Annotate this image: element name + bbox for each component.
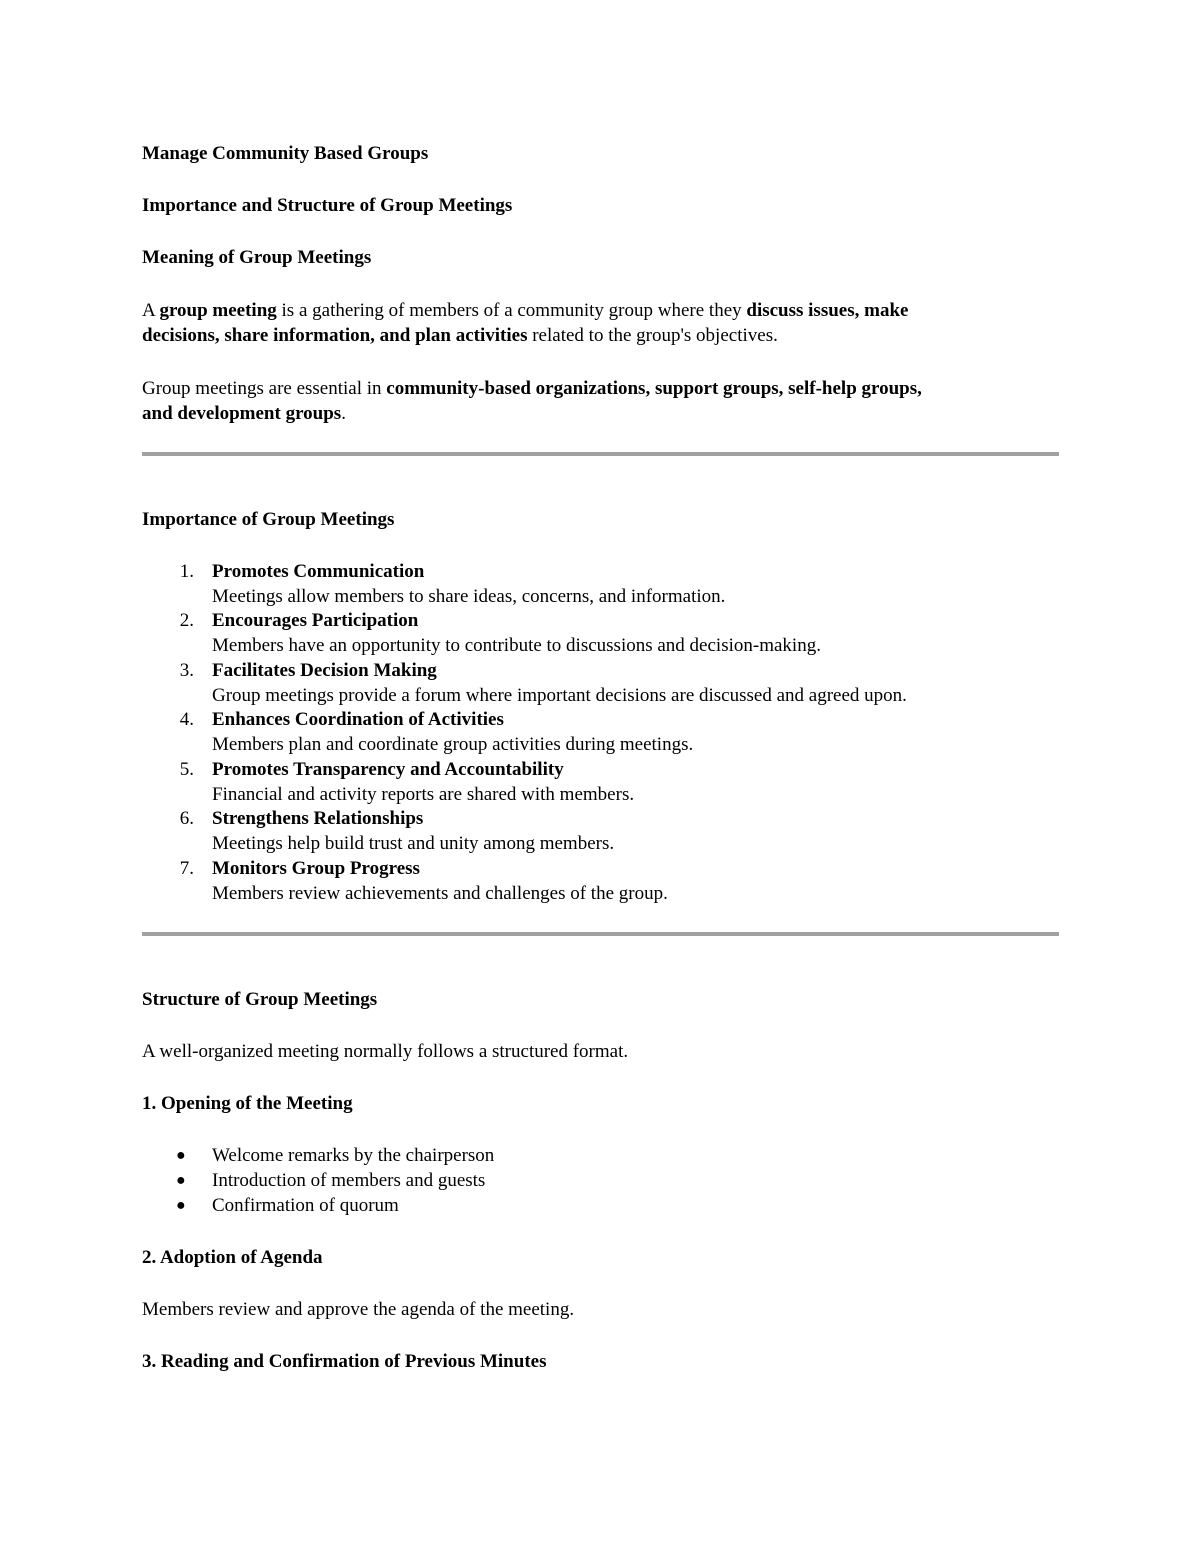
list-number: 2. — [179, 610, 194, 631]
list-number: 5. — [179, 759, 194, 780]
minutes-heading: 3. Reading and Confirmation of Previous Minutes — [142, 1351, 547, 1372]
list-item-description: Financial and activity reports are shared with members. — [212, 784, 635, 805]
agenda-heading: 2. Adoption of Agenda — [142, 1247, 323, 1268]
list-item-title: Strengthens Relationships — [212, 808, 424, 829]
structure-intro: A well-organized meeting normally follows a structured format. — [142, 1041, 629, 1062]
bullet-icon: ● — [176, 1147, 186, 1164]
importance-heading: Importance of Group Meetings — [142, 509, 395, 530]
essential-paragraph-line-1: Group meetings are essential in community-based organizations, support groups, self-help groups, — [142, 378, 922, 399]
bullet-icon: ● — [176, 1197, 186, 1214]
structure-heading: Structure of Group Meetings — [142, 989, 378, 1010]
document-subtitle: Importance and Structure of Group Meetings — [142, 195, 513, 216]
list-item-description: Group meetings provide a forum where important decisions are discussed and agreed upon. — [212, 685, 907, 706]
list-item-title: Promotes Communication — [212, 561, 425, 582]
list-item-title: Monitors Group Progress — [212, 858, 420, 879]
agenda-text: Members review and approve the agenda of the meeting. — [142, 1299, 575, 1320]
bullet-icon: ● — [176, 1172, 186, 1189]
list-number: 7. — [179, 858, 194, 879]
list-item-description: Meetings help build trust and unity among members. — [212, 833, 615, 854]
list-item-title: Encourages Participation — [212, 610, 419, 631]
list-item-title: Enhances Coordination of Activities — [212, 709, 504, 730]
list-number: 3. — [179, 660, 194, 681]
meaning-paragraph-line-2: decisions, share information, and plan activities related to the group's objectives. — [142, 325, 778, 346]
list-number: 6. — [179, 808, 194, 829]
list-item: Introduction of members and guests — [212, 1170, 486, 1191]
essential-paragraph-line-2: and development groups. — [142, 403, 346, 424]
list-item-description: Meetings allow members to share ideas, concerns, and information. — [212, 586, 726, 607]
horizontal-rule — [142, 932, 1059, 936]
list-item-description: Members review achievements and challenges of the group. — [212, 883, 668, 904]
list-item-title: Facilitates Decision Making — [212, 660, 437, 681]
list-number: 4. — [179, 709, 194, 730]
opening-heading: 1. Opening of the Meeting — [142, 1093, 353, 1114]
list-number: 1. — [179, 561, 194, 582]
meaning-heading: Meaning of Group Meetings — [142, 247, 372, 268]
document-title: Manage Community Based Groups — [142, 143, 429, 164]
list-item: Confirmation of quorum — [212, 1195, 399, 1216]
meaning-paragraph-line-1: A group meeting is a gathering of members of a community group where they discuss issues, make — [142, 300, 909, 321]
list-item-description: Members have an opportunity to contribute to discussions and decision-making. — [212, 635, 821, 656]
horizontal-rule — [142, 452, 1059, 456]
list-item-description: Members plan and coordinate group activities during meetings. — [212, 734, 694, 755]
list-item-title: Promotes Transparency and Accountability — [212, 759, 564, 780]
list-item: Welcome remarks by the chairperson — [212, 1145, 495, 1166]
